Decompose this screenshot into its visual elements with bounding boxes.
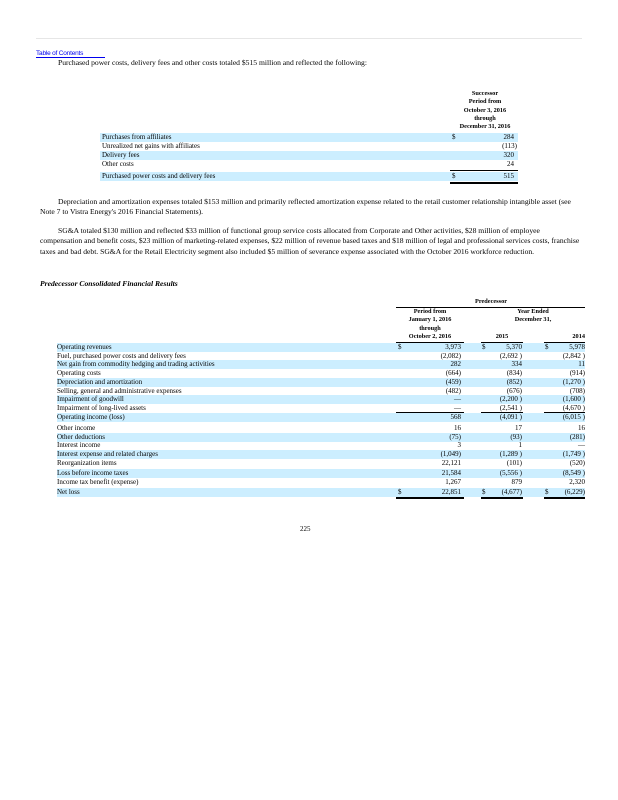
- year-2015-value: (101): [506, 459, 522, 467]
- year-2015-value: 5,370: [506, 343, 522, 351]
- row-value: 515: [503, 172, 514, 180]
- year-2014-value: (8,549 ): [562, 469, 585, 477]
- total-double-rule: [544, 497, 585, 499]
- year-2014-value: (1,749 ): [562, 450, 585, 458]
- table-row: [57, 360, 585, 369]
- table-row: [57, 450, 585, 459]
- row-label: Other costs: [102, 160, 134, 168]
- header-rule: [544, 342, 585, 343]
- period-2016-value: (664): [445, 369, 461, 377]
- currency-symbol: $: [482, 343, 486, 351]
- year-2014-value: (4,670 ): [562, 404, 585, 412]
- year-2015-value: 334: [511, 360, 522, 368]
- period-2016-value: 282: [450, 360, 461, 368]
- table-row: [57, 395, 585, 404]
- row-label: Delivery fees: [102, 151, 140, 159]
- year-2014-value: 16: [578, 424, 585, 432]
- currency-symbol: $: [452, 172, 456, 180]
- year-2015-value: (1,289 ): [499, 450, 522, 458]
- row-label: Interest income: [57, 441, 101, 449]
- year-2015-value: 17: [515, 424, 522, 432]
- table-of-contents-link[interactable]: Table of Contents: [36, 50, 105, 58]
- depreciation-paragraph: Depreciation and amortization expenses totaled $153 million and primarily reflected amortization expense related to the retail customer relationship intangible asset (see Note 7 to Vistra Energy's 2016 Financial Statements).: [40, 197, 571, 217]
- period-2016-value: (2,082): [440, 352, 461, 360]
- row-label: Unrealized net gains with affiliates: [102, 142, 200, 150]
- row-label: Selling, general and administrative expenses: [57, 387, 182, 395]
- period-2016-value: 22,121: [441, 459, 461, 467]
- year-2015-value: (4,677): [501, 488, 522, 496]
- period-2016-value: —: [454, 404, 461, 412]
- year-2015-value: (2,541 ): [499, 404, 522, 412]
- subtotal-rule: [396, 412, 464, 413]
- period-2016-value: 3: [457, 441, 461, 449]
- year-2014-value: (281): [569, 433, 585, 441]
- subtotal-rule: [481, 412, 523, 413]
- year-2015-value: (4,091 ): [499, 413, 522, 421]
- row-label: Operating revenues: [57, 343, 112, 351]
- table-row: [100, 142, 518, 151]
- year-2014-value: (914): [569, 369, 585, 377]
- year-2015-value: (2,692 ): [499, 352, 522, 360]
- subtotal-rule: [544, 412, 585, 413]
- row-label: Net gain from commodity hedging and trading activities: [57, 360, 215, 368]
- table-row: [57, 488, 585, 497]
- year-2015-value: (834): [506, 369, 522, 377]
- table-row: [100, 160, 518, 169]
- period-2016-value: 16: [454, 424, 461, 432]
- table-row: [100, 151, 518, 160]
- year-2015-value: 1: [518, 441, 522, 449]
- year-2014-value: 2,320: [569, 478, 585, 486]
- period-2016-value: 1,267: [445, 478, 461, 486]
- row-label: Fuel, purchased power costs and delivery fees: [57, 352, 186, 360]
- table-row: [100, 133, 518, 142]
- row-value: (113): [502, 142, 517, 150]
- header-rule: [396, 342, 464, 343]
- row-value: 320: [503, 151, 514, 159]
- year-2015-value: (5,556 ): [499, 469, 522, 477]
- row-label: Income tax benefit (expense): [57, 478, 139, 486]
- header-rule: [481, 342, 523, 343]
- period-2016-value: 568: [450, 413, 461, 421]
- year-2014-value: (1,270 ): [562, 378, 585, 386]
- year-2015-value: 879: [511, 478, 522, 486]
- period-2016-value: 22,851: [441, 488, 461, 496]
- row-label: Depreciation and amortization: [57, 378, 143, 386]
- section-title: Predecessor Consolidated Financial Results: [40, 279, 178, 288]
- table-row: [57, 441, 585, 450]
- year-2014-value: —: [578, 441, 585, 449]
- year-2015-header: 2015: [495, 333, 509, 340]
- successor-column-header: Successor Period from October 3, 2016 through December 31, 2016: [459, 90, 511, 131]
- row-label: Purchased power costs and delivery fees: [102, 172, 216, 180]
- intro-paragraph: Purchased power costs, delivery fees and other costs totaled $515 million and reflected the following:: [58, 58, 367, 67]
- row-label: Interest expense and related charges: [57, 450, 158, 458]
- row-value: 284: [503, 133, 514, 141]
- currency-symbol: $: [398, 488, 402, 496]
- period-2016-value: —: [454, 395, 461, 403]
- currency-symbol: $: [545, 343, 549, 351]
- row-label: Loss before income taxes: [57, 469, 129, 477]
- page-number: 225: [300, 525, 311, 533]
- total-double-rule: [481, 497, 523, 499]
- row-label: Impairment of goodwill: [57, 395, 124, 403]
- top-divider: [36, 38, 582, 39]
- year-2014-value: (2,842 ): [562, 352, 585, 360]
- total-double-rule: [396, 497, 464, 499]
- year-ended-header: Year Ended December 31,: [514, 308, 552, 324]
- row-label: Other income: [57, 424, 96, 432]
- table-row: [100, 172, 518, 181]
- period-2016-value: (482): [445, 387, 461, 395]
- period-column-header: Period from January 1, 2016 through October 2, 2016: [408, 308, 452, 340]
- currency-symbol: $: [452, 133, 456, 141]
- year-2014-value: (1,600 ): [562, 395, 585, 403]
- table-row: [57, 469, 585, 478]
- total-double-rule: [450, 182, 518, 184]
- table-row: [57, 424, 585, 433]
- row-label: Other deductions: [57, 433, 106, 441]
- year-2014-value: (708): [569, 387, 585, 395]
- row-label: Purchases from affiliates: [102, 133, 172, 141]
- subtotal-rule: [450, 170, 518, 171]
- year-2015-value: (852): [506, 378, 522, 386]
- table-row: [57, 459, 585, 468]
- table-row: [57, 343, 585, 352]
- period-2016-value: (75): [449, 433, 461, 441]
- table-row: [57, 369, 585, 378]
- currency-symbol: $: [545, 488, 549, 496]
- row-value: 24: [507, 160, 514, 168]
- row-label: Operating income (loss): [57, 413, 125, 421]
- year-2015-value: (2,200 ): [499, 395, 522, 403]
- year-2014-value: 11: [578, 360, 585, 368]
- row-label: Net loss: [57, 488, 80, 496]
- table-row: [57, 378, 585, 387]
- table-row: [57, 478, 585, 487]
- year-2014-value: 5,978: [569, 343, 585, 351]
- period-2016-value: 21,584: [441, 469, 461, 477]
- year-2014-header: 2014: [572, 333, 585, 340]
- currency-symbol: $: [398, 343, 402, 351]
- currency-symbol: $: [482, 488, 486, 496]
- period-2016-value: (1,049): [440, 450, 461, 458]
- row-label: Reorganization items: [57, 459, 117, 467]
- table-row: [57, 413, 585, 422]
- period-2016-value: 3,973: [445, 343, 461, 351]
- year-2015-value: (676): [506, 387, 522, 395]
- row-label: Operating costs: [57, 369, 101, 377]
- sga-paragraph: SG&A totaled $130 million and reflected $33 million of functional group service costs allocated from Corporate and Other activities, $28 million of employee compensation and benefit costs, $23 million of marketing-related expenses, $22 million of revenue based taxes and $18 million of legal and professional services costs, franchise taxes and bad debt. SG&A for the Retail Electricity segment also included $5 million of severance expense associated with the October 2016 workforce reduction.: [40, 226, 580, 256]
- year-2014-value: (6,229): [564, 488, 585, 496]
- year-2014-value: (6,015 ): [562, 413, 585, 421]
- period-2016-value: (459): [445, 378, 461, 386]
- year-2015-value: (93): [510, 433, 522, 441]
- row-label: Impairment of long-lived assets: [57, 404, 146, 412]
- predecessor-group-header: Predecessor: [474, 298, 508, 305]
- year-2014-value: (520): [569, 459, 585, 467]
